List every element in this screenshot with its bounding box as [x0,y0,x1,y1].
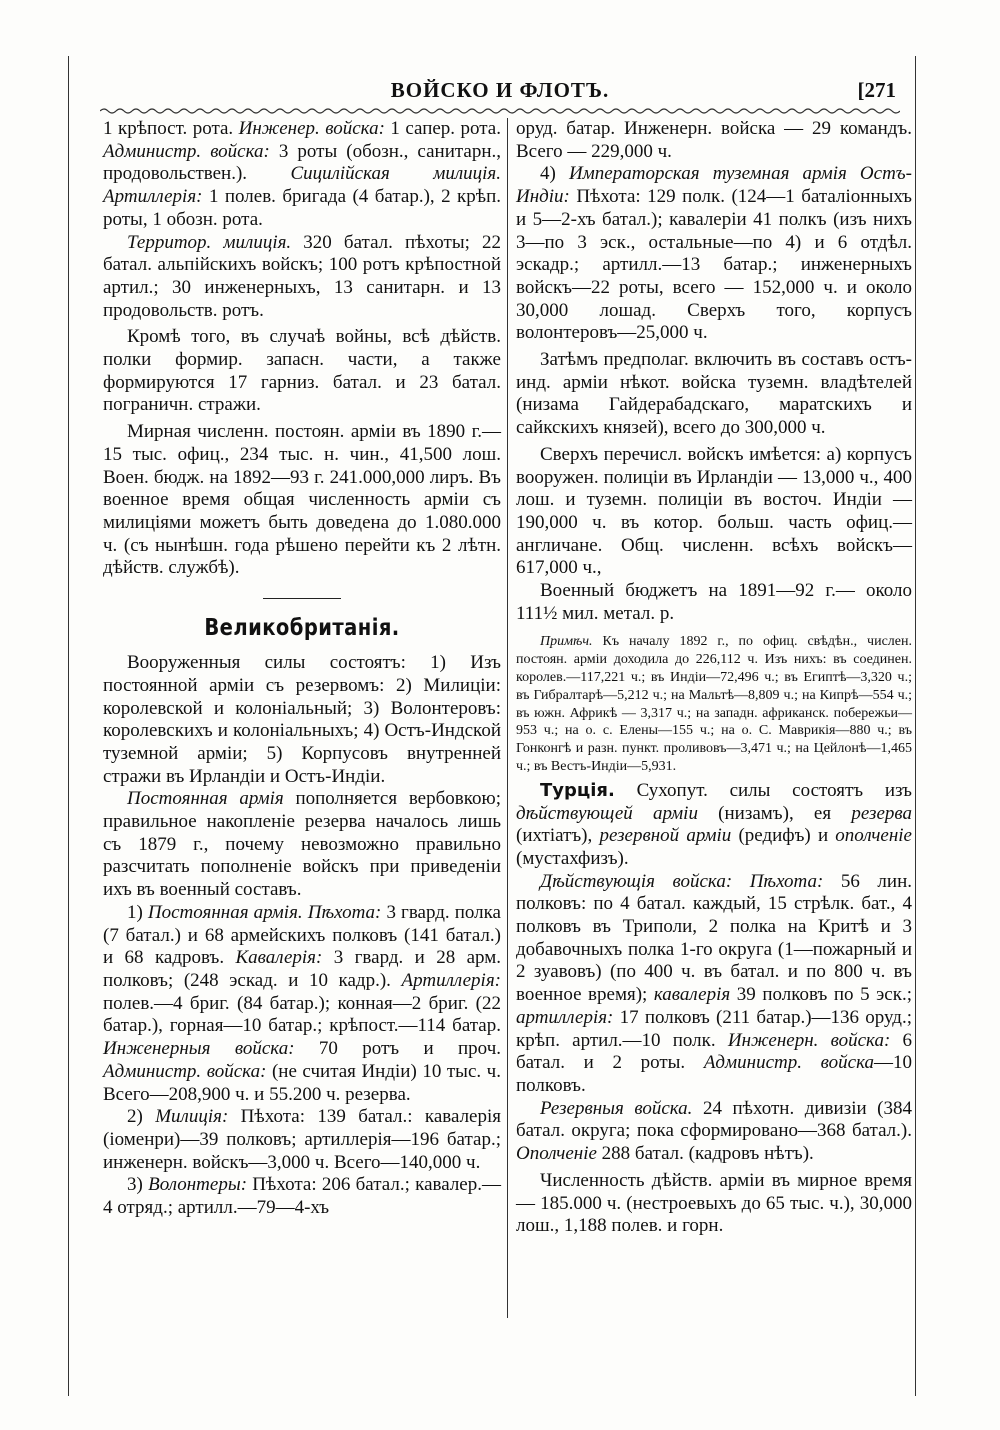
paragraph: Мирная численн. постоян. арміи въ 1890 г.—15 тыс. офиц., 234 тыс. н. чин., 41,500 лош. Воен. бюдж. на 1892—93 г. 241.000,000 лиръ. Въ военное время общая численность арміи съ милиціями можетъ быть доведена до 1.080.000 ч. (съ нынѣшн. года рѣшено перейти къ 2 лѣтн. дѣйств. службѣ). [103,421,501,579]
text-run: 39 полковъ по 5 эск.; [730,984,912,1006]
text-run: дѣйствующей арміи [516,802,698,824]
text-run: 4) [540,163,569,185]
country-heading: Турція. [540,779,615,801]
text-run: 70 ротъ и проч. [294,1038,501,1060]
running-title: ВОЙСКО И ФЛОТЪ. [390,78,610,102]
text-run: Императорская туземная армія Остъ-Индіи: [516,163,912,208]
paragraph: Численность дѣйств. арміи въ мирное время — 185.000 ч. (нестроевыхъ до 65 тыс. ч.), 30,000 лош., 1,188 полев. и горн. [516,1169,912,1237]
section-title: Великобританія. [204,615,400,642]
text-run: Дѣйствующія войска: Пѣхота: [540,870,824,892]
text-run: 288 батал. (кадровъ нѣтъ). [596,1143,814,1165]
text-run: ополченіе [835,825,912,847]
paragraph [516,780,912,871]
text-run: (мустахфизъ). [516,847,629,869]
column-divider [507,118,508,1318]
text-run: 56 лин. полковъ: по 4 батал. каждый, 15 стрѣлк. бат., 4 полковъ въ Триполи, 2 полка на Критѣ и 3 добавочныхъ полка 1-го округа (1—пожарный и 2 зуавовъ) (по 400 ч. въ батал. и по 800 ч. въ военное время); [516,870,912,1006]
text-run: Администр. войска [703,1052,874,1074]
text-run: (редифъ) и [731,825,836,847]
text-run: пополняется вербовкою; правильное накопленіе резерва началось лишь съ 1879 г., почему невозможно правильно разсчитать пополненіе войскъ при приведеніи ихъ въ военный составъ. [103,788,501,901]
text-run: Примѣч. [540,634,593,650]
paragraph: Военный бюджетъ на 1891—92 г.— около 111½ мил. метал. р. [516,580,912,624]
text-run: Пѣхота: 139 батал.: кавалерія (іоменри)—39 полковъ; артиллерія—196 батар.; инженерн. войскъ—3,000 ч. Всего—140,000 ч. [103,1106,502,1173]
page-number: [271 [857,78,896,102]
text-run: 1 полев. бригада (4 батар.), 2 крѣп. роты, 1 обозн. рота. [103,186,501,230]
text-run: Инженер. войска: [238,118,385,139]
paragraph: Затѣмъ предполаг. включить въ составъ остъ-инд. арміи нѣкот. войска туземн. владѣтелей (низама Гайдерабадскаго, маратскихъ и сайкскихъ князей), всего до 300,000 ч. [516,349,912,439]
left-column [103,118,501,1220]
text-run: артиллерія: [516,1006,614,1028]
text-run: Постоянная армія. Пѣхота: [147,901,382,923]
text-run: Сицилійская милиція. Артиллерія: [103,163,501,208]
text-run: 3 гвард. полка (7 батал.) и 68 армейскихъ полковъ (141 батал.) и 68 кадровъ. [103,901,501,969]
text-run: Администр. войска: [103,1060,267,1082]
text-run: Территор. милиція. [127,231,292,253]
text-run: 2) [127,1106,156,1128]
paragraph [516,1098,912,1166]
text-run: (низамъ), ея [697,802,852,824]
paragraph [103,788,501,902]
paragraph [103,902,501,1106]
text-run: Пѣхота: 129 полк. (124—1 баталіонныхъ и 5—2-хъ батал.); кавалеріи 41 полкъ (изъ нихъ 3—по 3 эск., остальные—по 4) и 6 отдѣл. эскадр.; артилл.—13 батар.; инженерныхъ войскъ—22 роты, всего — 152,000 ч. и около 30,000 лошад. Сверхъ того, корпусъ волонтеровъ—25,000 ч. [516,186,912,344]
text-run: 1 сапер. рота. [384,118,501,139]
text-run: 1 крѣпост. рота. [103,118,239,139]
text-run: 3 гвард. и 28 арм. полковъ; (248 эскад. и 10 кадр.). [103,947,501,991]
text-run: 320 батал. пѣхоты; 22 батал. альпійскихъ войскъ; 100 ротъ крѣпостной артил.; 30 инженерныхъ, 13 санитарн. и 13 продовольств. ротъ. [103,231,501,321]
paragraph [103,232,501,323]
text-run: 6 батал. и 2 роты. [516,1029,912,1074]
text-run: Постоянная армія [127,788,284,810]
text-run: Резервныя войска. [540,1097,693,1119]
text-run: Артиллерія: [401,970,501,991]
paragraph [103,1174,501,1219]
text-run: Инженерн. войска: [727,1029,891,1051]
text-run: Инженерныя войска: [103,1038,295,1060]
paragraph [516,871,912,1098]
footnote [516,633,912,775]
text-run: (ихтіатъ), [516,825,600,847]
paragraph [103,1106,501,1174]
text-run: 3) [127,1174,149,1196]
text-run: Волонтеры: [148,1174,248,1196]
paragraph: Вооруженныя силы состоятъ: 1) Изъ постоянной арміи съ резервомъ: 2) Милиціи: королевской и колоніальный; 3) Волонтеровъ: королевскихъ и колоніальныхъ; 4) Остъ-Индской туземной арміи; 5) Корпусовъ внутренней стражи въ Ирландіи и Остъ-Индіи. [103,652,501,787]
paragraph: оруд. батар. Инженерн. войска — 29 командъ. Всего — 229,000 ч. [516,118,912,162]
text-run: Пѣхота: 206 батал.; кавалер.—4 отряд.; артилл.—79—4-хъ [103,1174,501,1219]
text-run: Милиція: [155,1106,229,1128]
text-run: полев.—4 бриг. (84 батар.); конная—2 бриг. (22 батар.), горная—10 батар.; крѣпост.—114 батар. [103,992,501,1037]
decorative-wavy-rule [100,106,900,116]
text-run: 3 роты (обозн., санитарн., продовольствен.). [103,140,501,185]
page-header [100,78,900,108]
text-run: Къ началу 1892 г., по офиц. свѣдѣн., числен. постоян. арміи доходила до 226,112 ч. Изъ нихъ: въ соединен. королев.—117,221 ч.; въ Индіи—72,496 ч.; въ Египтѣ—3,320 ч.; въ Гибралтарѣ—5,212 ч.; на Мальтѣ—8,809 ч.; на Кипрѣ—554 ч.; въ южн. Африкѣ — 3,317 ч.; на западн. африканск. побережьи—953 ч.; на о. с. Елены—155 ч.; на о. С. Маврикія—880 ч.; въ Гонконгѣ и разн. пункт. проливовъ—3,471 ч.; на Цейлонѣ—1,465 ч.; въ Вестъ-Индіи—5,931. [516,634,912,775]
text-run: Сухопут. силы состоятъ изъ [614,779,912,801]
text-run: Ополченіе [516,1143,597,1165]
text-run: 24 пѣхотн. дивизіи (384 батал. округа; пока сформировано—368 батал.). [516,1097,912,1142]
text-run: Кавалерія: [235,947,323,969]
text-run: 17 полковъ (211 батар.)—136 оруд.; крѣп. артил.—10 полк. [516,1006,912,1051]
text-run: Администр. войска: [103,140,270,162]
paragraph [103,118,501,232]
text-run: резерва [851,802,912,824]
text-run: резервной арміи [599,825,732,847]
paragraph: Сверхъ перечисл. войскъ имѣется: а) корпусъ вооружен. полиціи въ Ирландіи — 13,000 ч., 400 лош. и туземн. полиціи въ восточ. Индіи — 190,000 ч. въ котор. больш. часть офиц.—англичане. Общ. численн. всѣхъ войскъ—617,000 ч., [516,443,912,579]
paragraph: Кромѣ того, въ случаѣ войны, всѣ дѣйств. полки формир. запасн. части, а также формируются 17 гарниз. батал. и 23 батал. пограничн. стражи. [103,326,501,416]
text-run: (не считая Индіи) 10 тыс. ч. Всего—208,900 ч. и 55.200 ч. резерва. [103,1060,501,1105]
text-run: 1) [127,901,148,923]
right-column [516,118,912,1238]
paragraph [516,163,912,345]
text-run: —10 полковъ. [516,1052,912,1096]
text-run: кавалерія [653,984,731,1006]
section-rule [263,598,341,599]
